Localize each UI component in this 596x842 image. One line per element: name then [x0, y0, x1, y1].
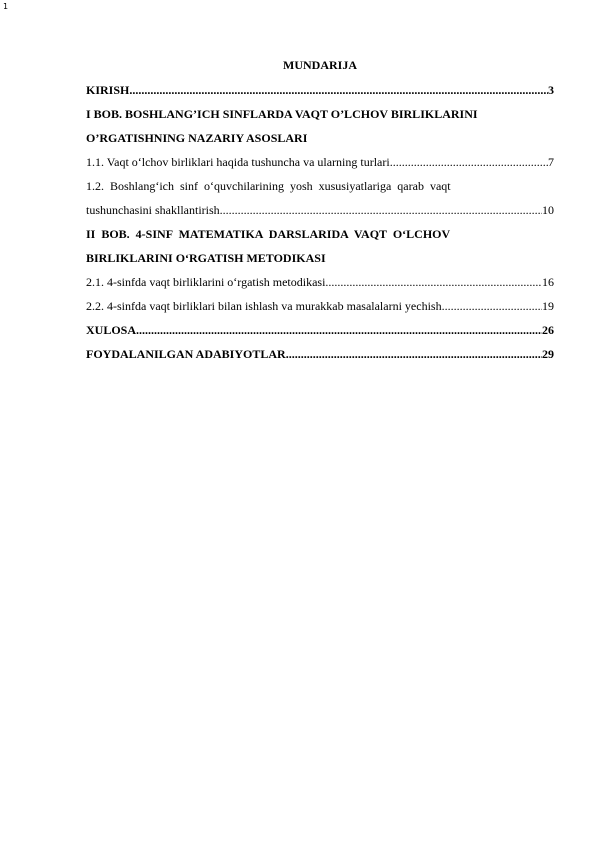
toc-entry-label: 2.2. 4-sinfda vaqt birliklari bilan ishlash va murakkab masalalarni yechish [86, 299, 442, 313]
toc-page-number: 10 [542, 203, 554, 217]
toc-entry-label: XULOSA [86, 323, 137, 337]
toc-page-number: 16 [542, 275, 554, 289]
toc-entry-2-1[interactable] [86, 270, 554, 294]
toc-chapter-1-line-2[interactable]: O’RGATISHNING NAZARIY ASOSLARI [86, 131, 308, 145]
toc-entry-1-2-line-2[interactable] [86, 198, 554, 222]
page-number: 1 [3, 2, 9, 11]
table-of-contents [86, 78, 554, 366]
toc-page-number: 3 [548, 83, 554, 97]
toc-entry-label: FOYDALANILGAN ADABIYOTLAR [86, 347, 286, 361]
toc-page-number: 7 [548, 155, 554, 169]
toc-entry-1-1[interactable] [86, 150, 554, 174]
toc-page-number: 26 [542, 323, 554, 337]
toc-page-number: 29 [542, 347, 554, 361]
toc-entry-label: KIRISH [86, 83, 130, 97]
toc-entry-1-2-line-1[interactable]: 1.2. Boshlang‘ich sinf o‘quvchilarining yosh xususiyatlariga qarab vaqt [86, 179, 451, 193]
toc-entry-kirish[interactable] [86, 78, 554, 102]
toc-chapter-2-line-2[interactable]: BIRLIKLARINI O‘RGATISH METODIKASI [86, 251, 326, 265]
toc-entry-label: 2.1. 4-sinfda vaqt birliklarini o‘rgatish metodikasi [86, 275, 326, 289]
toc-entry-2-2[interactable] [86, 294, 554, 318]
dot-leader [442, 294, 542, 318]
dot-leader [286, 342, 542, 366]
dot-leader [220, 198, 542, 222]
toc-entry-label: 1.1. Vaqt o‘lchov birliklari haqida tushuncha va ularning turlari [86, 155, 390, 169]
toc-entry-adabiyotlar[interactable] [86, 342, 554, 366]
toc-chapter-1-line-1[interactable]: I BOB. BOSHLANG’ICH SINFLARDA VAQT O’LCHOV BIRLIKLARINI [86, 107, 478, 121]
toc-entry-xulosa[interactable] [86, 318, 554, 342]
toc-title: MUNDARIJA [283, 58, 357, 72]
dot-leader [136, 318, 542, 342]
dot-leader [325, 270, 542, 294]
toc-entry-label: tushunchasini shakllantirish [86, 203, 220, 217]
toc-chapter-2-line-1[interactable]: II BOB. 4-SINF MATEMATIKA DARSLARIDA VAQT O‘LCHOV [86, 227, 451, 241]
toc-page-number: 19 [542, 299, 554, 313]
dot-leader [390, 150, 548, 174]
dot-leader [129, 78, 548, 102]
